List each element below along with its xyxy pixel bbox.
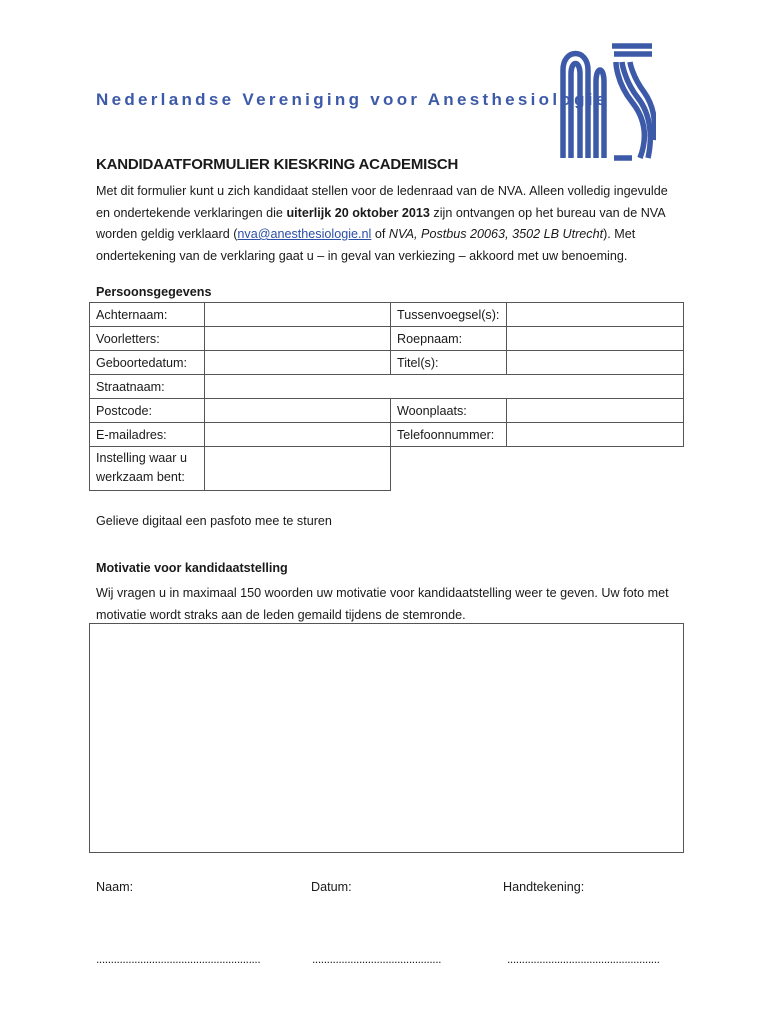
label-naam: Naam: — [96, 880, 134, 894]
personal-data-heading: Persoonsgegevens — [96, 285, 212, 299]
label-roepnaam: Roepnaam: — [391, 327, 507, 351]
table-row — [90, 399, 684, 423]
intro-text: Met dit formulier kunt u zich kandidaat stellen voor de ledenraad van de NVA. Alleen volledig ingevulde en ondertekende verklaringen die — [96, 184, 668, 220]
input-emailadres[interactable] — [205, 423, 391, 447]
form-title: KANDIDAATFORMULIER KIESKRING ACADEMISCH — [96, 156, 459, 173]
label-woonplaats: Woonplaats: — [391, 399, 507, 423]
deadline-text: uiterlijk 20 oktober 2013 — [286, 205, 430, 220]
logo-stroke — [571, 64, 580, 159]
datum-line[interactable]: ............................................ — [312, 952, 442, 966]
photo-note: Gelieve digitaal een pasfoto mee te sturen — [96, 514, 332, 528]
nva-logo — [560, 42, 656, 162]
naam-line[interactable]: ........................................................ — [96, 952, 261, 966]
label-straatnaam: Straatnaam: — [90, 375, 205, 399]
input-tussenvoegsels[interactable] — [507, 303, 684, 327]
input-instelling[interactable] — [205, 447, 391, 491]
motivation-instructions: Wij vragen u in maximaal 150 woorden uw motivatie voor kandidaatstelling weer te geven. Uw foto met motivatie wordt straks aan de leden gemaild tijdens de stemronde. — [96, 586, 669, 622]
logo-stroke — [616, 62, 644, 158]
label-geboortedatum: Geboortedatum: — [90, 351, 205, 375]
handtekening-line[interactable]: .................................................... — [507, 952, 660, 966]
label-instelling: Instelling waar u werkzaam bent: — [90, 447, 205, 491]
label-emailadres: E-mailadres: — [90, 423, 205, 447]
motivation-textarea[interactable] — [89, 623, 684, 853]
input-achternaam[interactable] — [205, 303, 391, 327]
table-row — [90, 303, 684, 327]
label-tussenvoegsels: Tussenvoegsel(s): — [391, 303, 507, 327]
label-achternaam: Achternaam: — [90, 303, 205, 327]
table-row — [90, 447, 684, 491]
input-titels[interactable] — [507, 351, 684, 375]
label-telefoonnummer: Telefoonnummer: — [391, 423, 507, 447]
intro-text: ). Met ondertekening van de verklaring gaat u – in geval van verkiezing – akkoord met uw benoeming. — [96, 227, 636, 263]
empty-cell — [391, 447, 684, 491]
logo-stroke — [563, 54, 588, 159]
table-row — [90, 327, 684, 351]
organization-name: Nederlandse Vereniging voor Anesthesiologie — [96, 90, 609, 109]
postal-address: NVA, Postbus 20063, 3502 LB Utrecht — [388, 227, 604, 241]
input-voorletters[interactable] — [205, 327, 391, 351]
personal-data-table — [89, 302, 684, 491]
motivation-heading: Motivatie voor kandidaatstelling — [96, 561, 288, 575]
table-row — [90, 351, 684, 375]
input-straatnaam[interactable] — [205, 375, 684, 399]
email-link[interactable]: nva@anesthesiologie.nl — [237, 227, 372, 241]
intro-text: of — [371, 227, 389, 241]
input-woonplaats[interactable] — [507, 399, 684, 423]
input-roepnaam[interactable] — [507, 327, 684, 351]
intro-text: zijn ontvangen op het bureau van de NVA worden geldig verklaard ( — [96, 205, 665, 241]
label-titels: Titel(s): — [391, 351, 507, 375]
table-row — [90, 375, 684, 399]
label-voorletters: Voorletters: — [90, 327, 205, 351]
label-postcode: Postcode: — [90, 399, 205, 423]
input-telefoonnummer[interactable] — [507, 423, 684, 447]
logo-stroke — [596, 70, 604, 158]
intro-paragraph — [96, 181, 680, 267]
label-handtekening: Handtekening: — [503, 880, 585, 894]
input-postcode[interactable] — [205, 399, 391, 423]
label-datum: Datum: — [311, 880, 352, 894]
input-geboortedatum[interactable] — [205, 351, 391, 375]
table-row — [90, 423, 684, 447]
